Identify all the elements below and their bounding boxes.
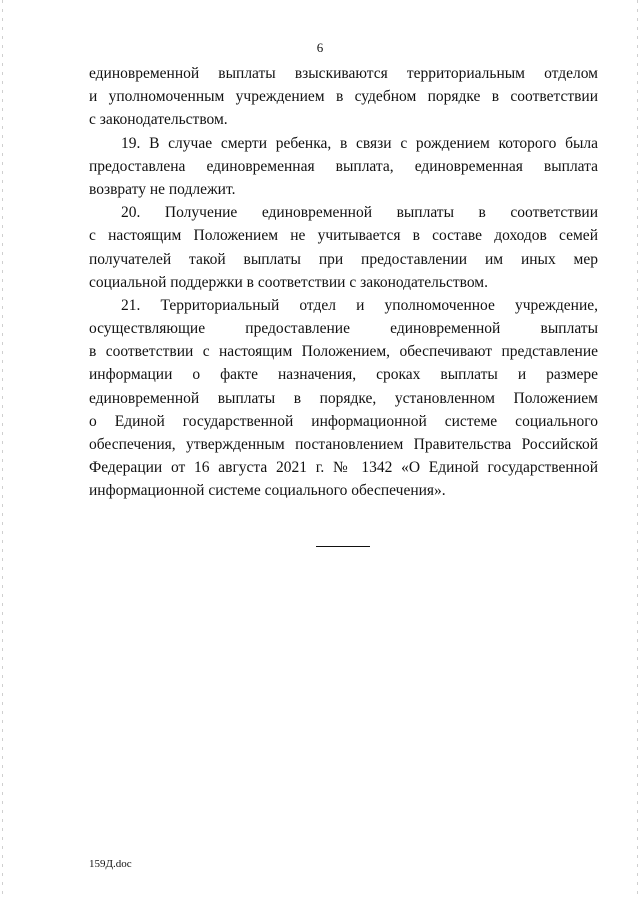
text-line: в соответствии с настоящим Положением, обеспечивают представление bbox=[89, 343, 598, 361]
text-line: осуществляющие предоставление единовременной выплаты bbox=[89, 320, 598, 338]
text-line: единовременной выплаты взыскиваются территориальным отделом bbox=[89, 65, 598, 82]
text-line: о Единой государственной информационной системе социального bbox=[89, 412, 598, 430]
text-line: с законодательством. bbox=[89, 111, 228, 129]
text-line: информационной системе социального обеспечения». bbox=[89, 482, 446, 500]
text-line: 19. В случае смерти ребенка, в связи с рождением которого была bbox=[121, 134, 598, 152]
text-line: с настоящим Положением не учитывается в составе доходов семей bbox=[89, 227, 598, 245]
page-number: 6 bbox=[316, 40, 324, 55]
end-separator-line bbox=[316, 546, 370, 547]
scan-edge-right bbox=[637, 0, 638, 899]
text-line: единовременной выплаты в порядке, установленном Положением bbox=[89, 389, 598, 407]
text-line: 20. Получение единовременной выплаты в соответствии bbox=[121, 204, 598, 222]
text-line: предоставлена единовременная выплата, единовременная выплата bbox=[89, 157, 598, 175]
text-line: получателей такой выплаты при предоставлении им иных мер bbox=[89, 250, 598, 268]
text-line: 21. Территориальный отдел и уполномоченное учреждение, bbox=[121, 296, 598, 314]
text-line: возврату не подлежит. bbox=[89, 180, 236, 198]
scan-edge-left bbox=[2, 0, 3, 899]
text-line: социальной поддержки в соответствии с законодательством. bbox=[89, 273, 488, 291]
text-line: и уполномоченным учреждением в судебном порядке в соответствии bbox=[89, 88, 598, 106]
text-line: Федерации от 16 августа 2021 г. № 1342 «О Единой государственной bbox=[89, 459, 598, 477]
text-line: информации о факте назначения, сроках выплаты и размере bbox=[89, 366, 598, 384]
footer-filename: 159Д.doc bbox=[89, 858, 132, 870]
text-line: обеспечения, утвержденным постановлением Правительства Российской bbox=[89, 436, 598, 453]
body-text bbox=[89, 62, 598, 503]
